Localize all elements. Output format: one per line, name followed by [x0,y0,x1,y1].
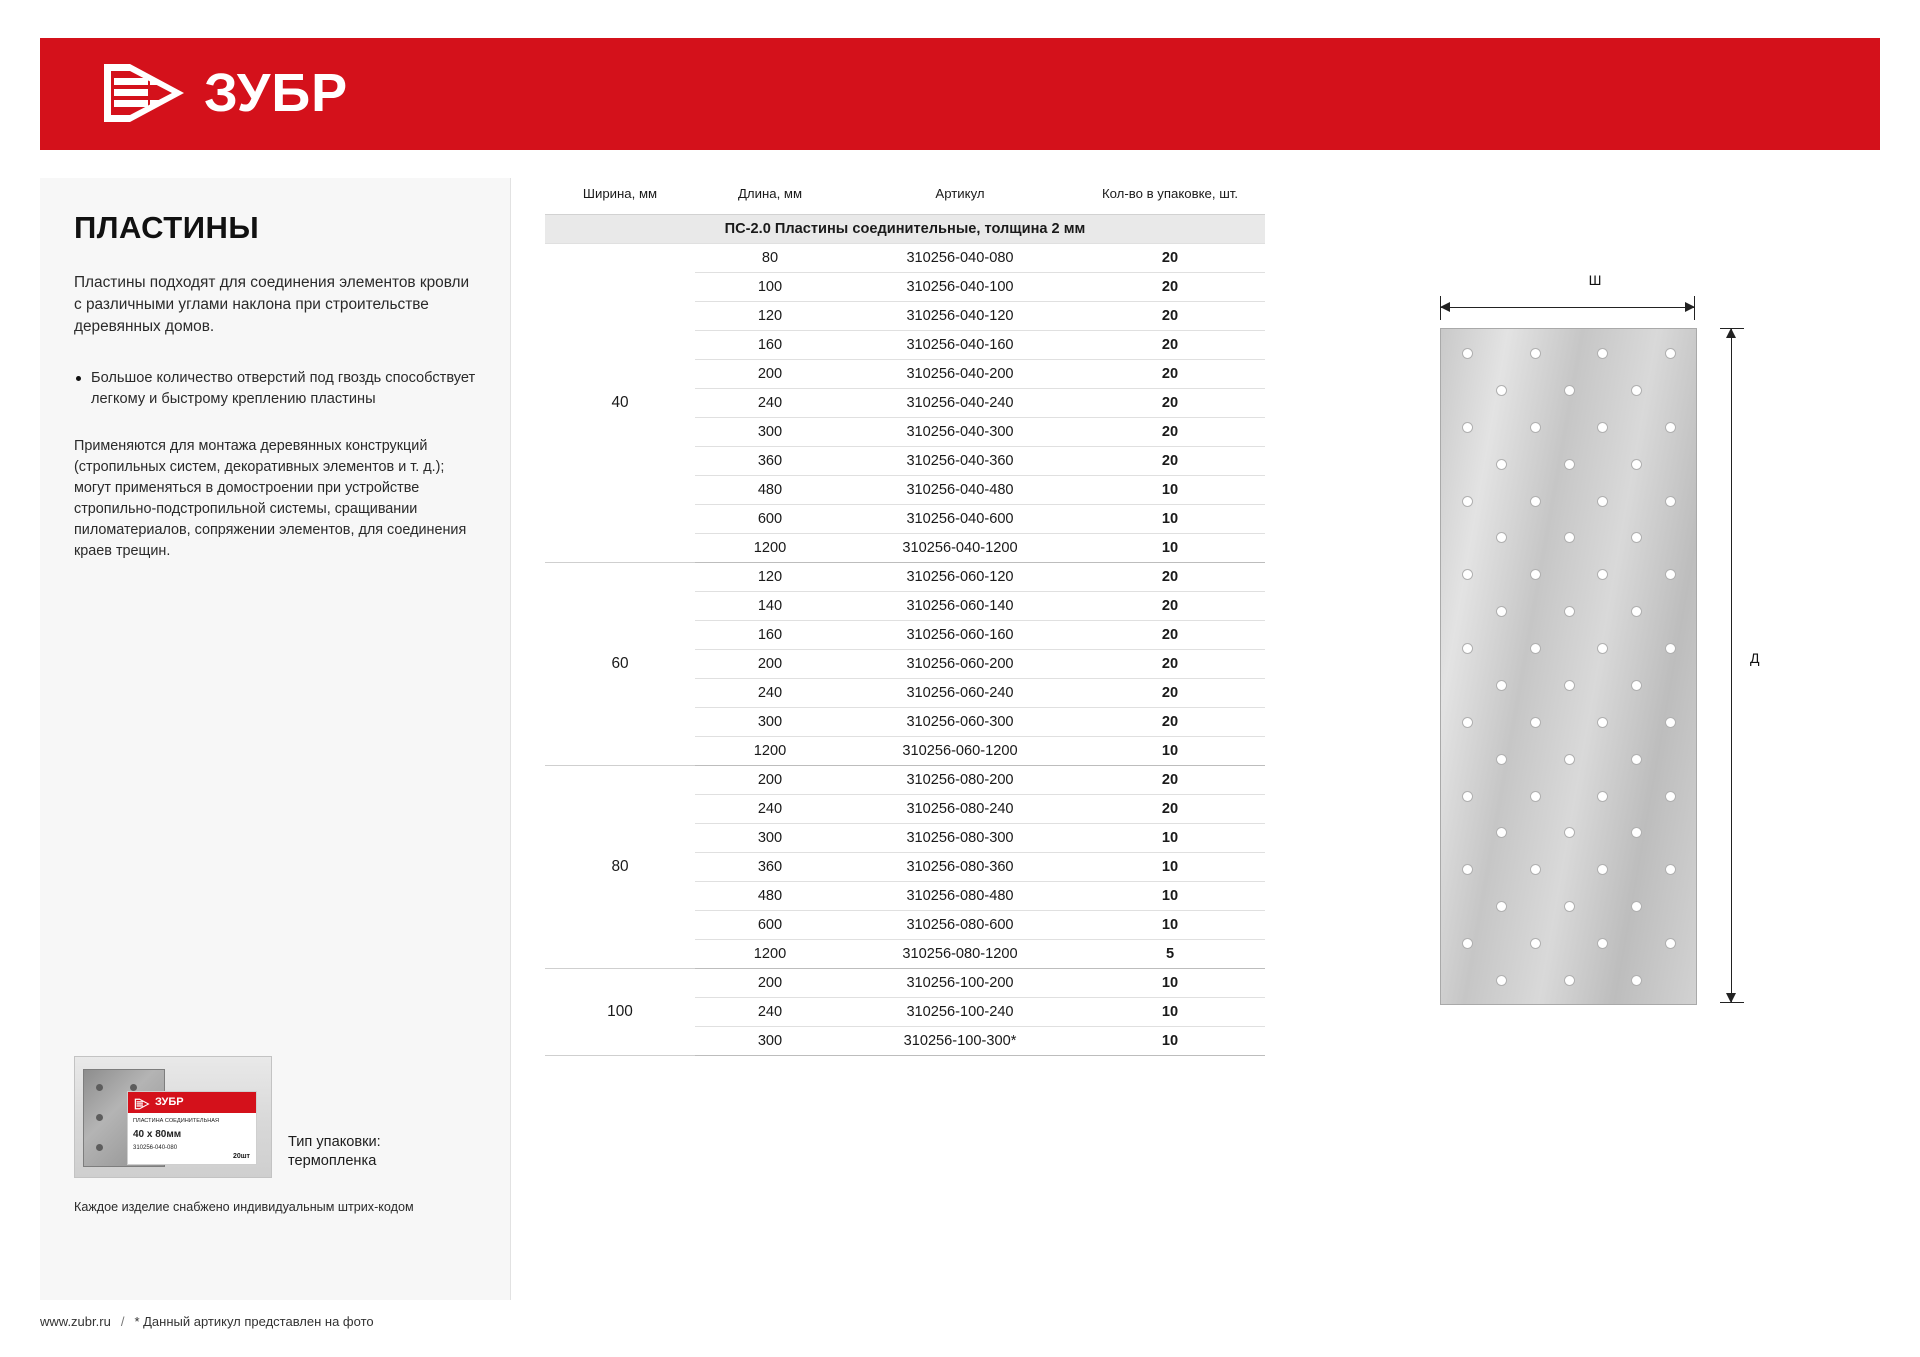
plate-hole [1565,386,1574,395]
column-header-qty: Кол-во в упаковке, шт. [1101,186,1239,201]
cell-length: 160 [695,621,845,650]
cell-article: 310256-080-1200 [845,940,1075,969]
cell-qty: 10 [1075,505,1265,534]
cell-article: 310256-100-200 [845,969,1075,998]
plate-hole [1463,349,1472,358]
cell-qty: 10 [1075,969,1265,998]
product-drawing [1430,250,1760,1050]
cell-length: 120 [695,302,845,331]
brand-logo [100,62,348,124]
cell-article: 310256-040-100 [845,273,1075,302]
plate-hole [1666,497,1675,506]
plate-hole [1598,497,1607,506]
plate-hole [1565,755,1574,764]
cell-width: 40 [545,244,695,563]
cell-qty: 20 [1075,244,1265,273]
cell-qty: 20 [1075,447,1265,476]
cell-article: 310256-060-200 [845,650,1075,679]
cell-article: 310256-080-600 [845,911,1075,940]
cell-length: 300 [695,418,845,447]
cell-length: 300 [695,708,845,737]
plate-hole [1565,828,1574,837]
cell-article: 310256-040-120 [845,302,1075,331]
plate-hole [1497,755,1506,764]
plate-hole [1598,865,1607,874]
footnote-text: * Данный артикул представлен на фото [134,1314,374,1329]
cell-qty: 20 [1075,795,1265,824]
cell-qty: 10 [1075,911,1265,940]
package-photo [74,1056,272,1178]
package-label-brand: ЗУБР [155,1096,184,1108]
cell-length: 600 [695,911,845,940]
cell-qty: 20 [1075,621,1265,650]
cell-qty: 20 [1075,766,1265,795]
plate-hole [1497,386,1506,395]
cell-article: 310256-080-300 [845,824,1075,853]
package-label-size: 40 x 80мм [133,1129,182,1141]
cell-qty: 10 [1075,476,1265,505]
plate-hole [1463,718,1472,727]
plate-hole [1531,570,1540,579]
cell-article: 310256-080-200 [845,766,1075,795]
cell-article: 310256-040-600 [845,505,1075,534]
package-label-article: 310256-040-080 [133,1145,178,1152]
column-header-article: Артикул [935,186,985,201]
cell-length: 200 [695,766,845,795]
cell-article: 310256-040-240 [845,389,1075,418]
plate-hole [1463,423,1472,432]
cell-article: 310256-040-480 [845,476,1075,505]
cell-qty: 20 [1075,708,1265,737]
brand-header-bar [40,38,1880,150]
length-dimension [1720,328,1742,1003]
cell-article: 310256-060-140 [845,592,1075,621]
cell-qty: 10 [1075,853,1265,882]
package-type-value: термопленка [288,1153,377,1170]
cell-qty: 20 [1075,389,1265,418]
plate-hole [1463,939,1472,948]
cell-width: 60 [545,563,695,766]
plate-hole [1598,939,1607,948]
plate-hole [1497,828,1506,837]
cell-article: 310256-080-480 [845,882,1075,911]
table-row [545,766,1265,795]
cell-length: 120 [695,563,845,592]
table-row [545,244,1265,273]
cell-qty: 10 [1075,737,1265,766]
width-dimension-label: Ш [1588,272,1602,288]
plate-hole [1565,607,1574,616]
cell-qty: 20 [1075,273,1265,302]
plate-hole [1463,570,1472,579]
barcode-note: Каждое изделие снабжено индивидуальным штрих-кодом [74,1200,414,1214]
cell-length: 300 [695,1027,845,1056]
cell-length: 240 [695,998,845,1027]
zubr-arrow-logo-icon [100,62,186,124]
cell-article: 310256-060-240 [845,679,1075,708]
plate-hole [1666,349,1675,358]
cell-article: 310256-040-160 [845,331,1075,360]
plate-hole [1531,644,1540,653]
cell-article: 310256-060-300 [845,708,1075,737]
cell-qty: 10 [1075,534,1265,563]
plate-hole [1598,792,1607,801]
plate-hole [1666,644,1675,653]
length-dimension-label: Д [1750,650,1760,666]
plate-hole [1632,681,1641,690]
plate-hole [1598,570,1607,579]
cell-article: 310256-100-300* [845,1027,1075,1056]
plate-hole [1598,644,1607,653]
cell-qty: 20 [1075,360,1265,389]
plate-hole [1632,607,1641,616]
cell-length: 140 [695,592,845,621]
cell-article: 310256-080-240 [845,795,1075,824]
plate-hole [1565,533,1574,542]
package-label-product: ПЛАСТИНА СОЕДИНИТЕЛЬНАЯ [133,1118,220,1124]
cell-qty: 20 [1075,650,1265,679]
cell-length: 360 [695,853,845,882]
plate-hole [1565,902,1574,911]
cell-article: 310256-060-1200 [845,737,1075,766]
plate-illustration [1440,328,1697,1005]
cell-length: 1200 [695,737,845,766]
plate-hole [1497,460,1506,469]
plate-hole [1531,792,1540,801]
intro-paragraph: Пластины подходят для соединения элементов кровли с различными углами наклона при строительстве деревянных домов. [74,274,470,335]
plate-hole [1463,644,1472,653]
plate-hole [1632,386,1641,395]
package-label [127,1091,257,1165]
left-info-panel [40,178,511,1300]
footer [40,1314,374,1329]
cell-length: 200 [695,360,845,389]
table-body [545,215,1265,1056]
zubr-arrow-logo-icon-small [134,1097,150,1109]
plate-hole [1531,497,1540,506]
cell-qty: 20 [1075,679,1265,708]
cell-length: 200 [695,969,845,998]
cell-qty: 20 [1075,302,1265,331]
plate-hole [1632,533,1641,542]
packaging-block [74,1056,474,1214]
cell-article: 310256-040-1200 [845,534,1075,563]
plate-hole [1565,460,1574,469]
plate-hole [1598,423,1607,432]
plate-hole [1531,865,1540,874]
plate-hole [1531,939,1540,948]
plate-hole [1598,718,1607,727]
plate-hole [1666,865,1675,874]
cell-length: 80 [695,244,845,273]
cell-width: 100 [545,969,695,1056]
plate-hole [1565,976,1574,985]
column-header-length: Длина, мм [737,186,803,201]
plate-hole [1598,349,1607,358]
cell-article: 310256-100-240 [845,998,1075,1027]
cell-length: 160 [695,331,845,360]
page-title: ПЛАСТИНЫ [74,210,260,245]
table-row [545,969,1265,998]
cell-length: 480 [695,882,845,911]
cell-length: 240 [695,389,845,418]
plate-hole [1666,423,1675,432]
plate-hole [1531,718,1540,727]
plate-hole [1666,792,1675,801]
cell-article: 310256-040-200 [845,360,1075,389]
group-title: ПС-2.0 Пластины соединительные, толщина 2 мм [545,215,1265,244]
specification-table [545,186,1265,1056]
plate-hole [1463,497,1472,506]
table-header [545,186,1265,215]
width-dimension [1440,296,1695,318]
cell-length: 240 [695,679,845,708]
cell-length: 300 [695,824,845,853]
plate-hole [1497,607,1506,616]
cell-length: 1200 [695,534,845,563]
footer-separator: / [120,1314,125,1329]
plate-hole [1463,865,1472,874]
plate-hole [1497,533,1506,542]
cell-article: 310256-060-120 [845,563,1075,592]
cell-length: 240 [695,795,845,824]
table-row [545,563,1265,592]
brand-name: ЗУБР [204,63,349,123]
plate-hole [1632,976,1641,985]
cell-qty: 20 [1075,563,1265,592]
plate-hole [1497,681,1506,690]
cell-qty: 20 [1075,331,1265,360]
column-header-width: Ширина, мм [582,186,658,201]
cell-qty: 10 [1075,1027,1265,1056]
plate-hole [1666,570,1675,579]
cell-qty: 10 [1075,882,1265,911]
cell-qty: 10 [1075,998,1265,1027]
website-link[interactable]: www.zubr.ru [40,1314,111,1329]
cell-length: 200 [695,650,845,679]
cell-article: 310256-080-360 [845,853,1075,882]
application-paragraph: Применяются для монтажа деревянных конструкций (стропильных систем, декоративных элементов и т. д.); могут применяться в домостроении при устройстве стропильно-подстропильной системы, сращивании пиломатериалов, сопряжении элементов, для соединения краев трещин. [74,437,467,559]
cell-qty: 20 [1075,418,1265,447]
list-item: Большое количество отверстий под гвоздь способствует легкому и быстрому креплению пластины [74,368,476,410]
cell-article: 310256-040-300 [845,418,1075,447]
cell-length: 100 [695,273,845,302]
cell-length: 480 [695,476,845,505]
cell-qty: 10 [1075,824,1265,853]
plate-hole [1632,755,1641,764]
feature-bullet-list [74,368,476,410]
plate-hole [1666,939,1675,948]
cell-length: 600 [695,505,845,534]
plate-hole [1632,460,1641,469]
plate-hole [1497,976,1506,985]
cell-article: 310256-040-080 [845,244,1075,273]
cell-article: 310256-060-160 [845,621,1075,650]
cell-article: 310256-040-360 [845,447,1075,476]
cell-length: 1200 [695,940,845,969]
cell-qty: 5 [1075,940,1265,969]
plate-hole [1497,902,1506,911]
plate-hole [1632,828,1641,837]
package-type-label: Тип упаковки: [288,1133,381,1150]
cell-width: 80 [545,766,695,969]
plate-hole [1666,718,1675,727]
cell-length: 360 [695,447,845,476]
package-label-qty: 20шт [232,1153,250,1160]
table-group-header [545,215,1265,244]
plate-hole [1531,423,1540,432]
cell-qty: 20 [1075,592,1265,621]
plate-hole [1632,902,1641,911]
plate-hole [1565,681,1574,690]
specification-table-wrap [545,186,1265,1056]
plate-hole [1463,792,1472,801]
package-type-caption [288,1133,381,1178]
plate-hole [1531,349,1540,358]
